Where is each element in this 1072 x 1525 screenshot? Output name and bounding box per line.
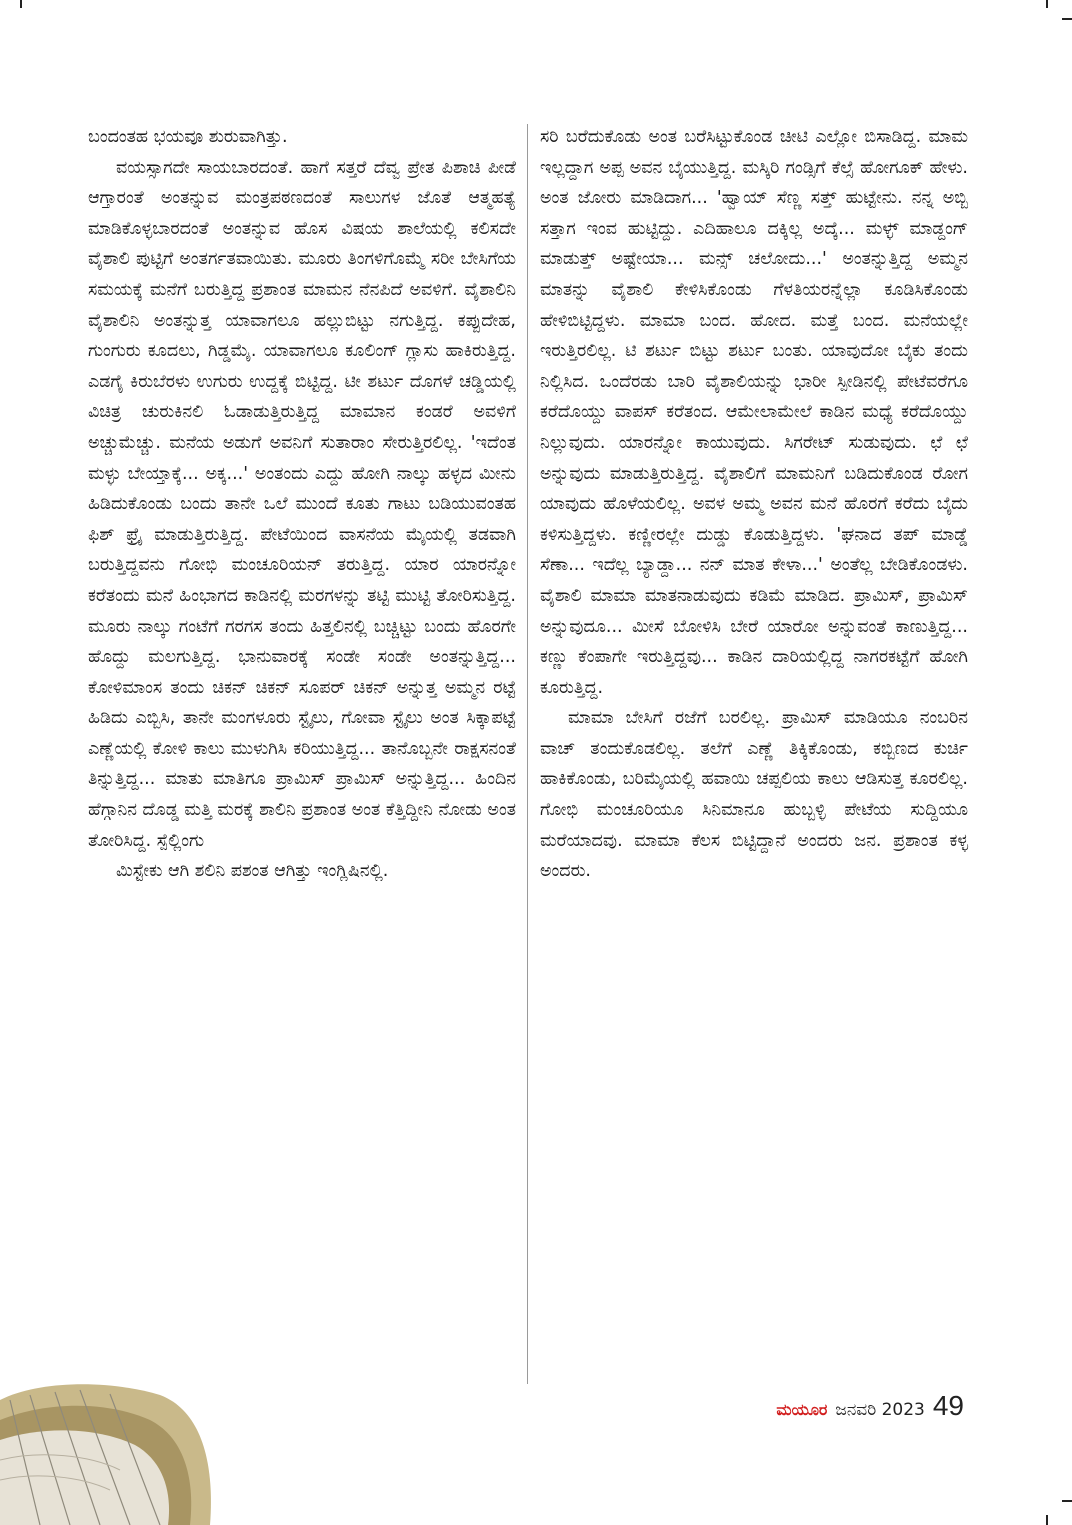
magazine-name: ಮಯೂರ — [776, 1400, 828, 1419]
column-divider — [527, 124, 528, 1384]
paragraph: ಬಂದಂತಹ ಭಯವೂ ಶುರುವಾಗಿತ್ತು. — [88, 127, 288, 147]
crop-mark-top-left — [20, 0, 22, 8]
page-footer — [776, 1390, 964, 1430]
page-number: 49 — [932, 1390, 964, 1421]
crop-mark-top-right — [1046, 0, 1048, 8]
paragraph: ಸರಿ ಬರೆದುಕೊಡು ಅಂತ ಬರೆಸಿಟ್ಟುಕೊಂಡ ಚೀಟಿ ಎಲ್ಲೋ ಬಿಸಾಡಿದ್ದ. ಮಾಮ ಇಲ್ಲದ್ದಾಗ ಅಪ್ಪ ಅವನ ಬೈಯುತ್ತಿದ್ದ. ಮಸ್ಕಿರಿ ಗಂಡ್ಸಿಗೆ ಕೆಲ್ಸೆ ಹೋಗೂಕ್ ಹೇಳು. ಅಂತ ಜೋರು ಮಾಡಿದಾಗ... 'ಹ್ವಾಯ್ ಸೆಣ್ಣ ಸತ್ತ್ ಹುಟ್ಟೇನು. ನನ್ನ ಅಬ್ಬಿ ಸತ್ತಾಗ ಇಂವ ಹುಟ್ಟಿದ್ದು. ಎದಿಹಾಲೂ ದಕ್ಕಿಲ್ಲ ಅದ್ಕೆ... ಮಳ್ಳ್ ಮಾಡ್ದಂಗ್ ಮಾಡುತ್ತ್ ಅಷ್ಟೇಯಾ... ಮನ್ಸ್ ಚಲೋದು...' ಅಂತನ್ನುತ್ತಿದ್ದ ಅಮ್ಮನ ಮಾತನ್ನು ವೈಶಾಲಿ ಕೇಳಿಸಿಕೊಂಡು ಗೆಳತಿಯರನ್ನೆಲ್ಲಾ ಕೂಡಿಸಿಕೊಂಡು ಹೇಳಿಬಿಟ್ಟಿದ್ದಳು. ಮಾಮಾ ಬಂದ. ಹೋದ. ಮತ್ತೆ ಬಂದ. ಮನೆಯಲ್ಲೇ ಇರುತ್ತಿರಲಿಲ್ಲ. ಟಿ ಶರ್ಟು ಬಿಟ್ಟು ಶರ್ಟು ಬಂತು. ಯಾವುದೋ ಬೈಕು ತಂದು ನಿಲ್ಲಿಸಿದ. ಒಂದೆರಡು ಬಾರಿ ವೈಶಾಲಿಯನ್ನು ಭಾರೀ ಸ್ಪೀಡಿನಲ್ಲಿ ಪೇಟೆವರೆಗೂ ಕರೆದೊಯ್ದು ವಾಪಸ್ ಕರೆತಂದ. ಆಮೇಲಾಮೇಲೆ ಕಾಡಿನ ಮಧ್ಯೆ ಕರೆದೊಯ್ದು ನಿಲ್ಲುವುದು. ಯಾರನ್ನೋ ಕಾಯುವುದು. ಸಿಗರೇಟ್ ಸುಡುವುದು. ಛೆ ಛೆ ಅನ್ನುವುದು ಮಾಡುತ್ತಿರುತ್ತಿದ್ದ. ವೈಶಾಲಿಗೆ ಮಾಮನಿಗೆ ಬಡಿದುಕೊಂಡ ರೋಗ ಯಾವುದು ಹೊಳೆಯಲಿಲ್ಲ. ಅವಳ ಅಮ್ಮ ಅವನ ಮನೆ ಹೊರಗೆ ಕರೆದು ಬೈದು ಕಳಿಸುತ್ತಿದ್ದಳು. ಕಣ್ಣೀರಲ್ಲೇ ದುಡ್ಡು ಕೊಡುತ್ತಿದ್ದಳು. 'ಘನಾದ ತಪ್ ಮಾಡ್ಡೆ ಸೆಣಾ... ಇದೆಲ್ಲ ಬ್ಯಾಡ್ದಾ... ನನ್ ಮಾತ ಕೇಳಾ...' ಅಂತೆಲ್ಲ ಬೇಡಿಕೊಂಡಳು. ವೈಶಾಲಿ ಮಾಮಾ ಮಾತನಾಡುವುದು ಕಡಿಮೆ ಮಾಡಿದ. ಪ್ರಾಮಿಸ್, ಪ್ರಾಮಿಸ್ ಅನ್ನುವುದೂ... ಮೀಸೆ ಬೋಳಿಸಿ ಬೇರೆ ಯಾರೋ ಅನ್ನುವಂತೆ ಕಾಣುತ್ತಿದ್ದ... ಕಣ್ಣು ಕೆಂಪಾಗೇ ಇರುತ್ತಿದ್ದವು... ಕಾಡಿನ ದಾರಿಯಲ್ಲಿದ್ದ ನಾಗರಕಟ್ಟೆಗೆ ಹೋಗಿ ಕೂರುತ್ತಿದ್ದ. — [540, 127, 968, 698]
issue-date: ಜನವರಿ 2023 — [835, 1400, 925, 1420]
crop-mark-bottom-right — [1062, 1500, 1072, 1502]
crop-mark-bottom-right-v — [1046, 1515, 1048, 1525]
paragraph: ಮಾಮಾ ಬೇಸಿಗೆ ರಜೆಗೆ ಬರಲಿಲ್ಲ. ಪ್ರಾಮಿಸ್ ಮಾಡಿಯೂ ನಂಬರಿನ ವಾಚ್ ತಂದುಕೊಡಲಿಲ್ಲ. ತಲೆಗೆ ಎಣ್ಣೆ ತಿಕ್ಕಿಕೊಂಡು, ಕಬ್ಬಿಣದ ಕುರ್ಚಿ ಹಾಕಿಕೊಂಡು, ಬರಿಮೈಯಲ್ಲಿ ಹವಾಯಿ ಚಪ್ಪಲಿಯ ಕಾಲು ಆಡಿಸುತ್ತ ಕೂರಲಿಲ್ಲ. ಗೋಭಿ ಮಂಚೂರಿಯೂ ಸಿನಿಮಾನೂ ಹುಬ್ಬಳ್ಳಿ ಪೇಟೆಯ ಸುದ್ದಿಯೂ ಮರೆಯಾದವು. ಮಾಮಾ ಕೆಲಸ ಬಿಟ್ಟಿದ್ದಾನೆ ಅಂದರು ಜನ. ಪ್ರಶಾಂತ ಕಳ್ಳ ಅಂದರು. — [540, 708, 968, 882]
paragraph: ಮಿಸ್ಟೇಕು ಆಗಿ ಶಲಿನಿ ಪಶಂತ ಆಗಿತ್ತು ಇಂಗ್ಲಿಷಿನಲ್ಲಿ. — [116, 861, 389, 882]
decorative-illustration — [0, 1380, 240, 1525]
crop-mark-right — [1062, 18, 1072, 20]
paragraph: ವಯಸ್ಸಾಗದೇ ಸಾಯಬಾರದಂತೆ. ಹಾಗೆ ಸತ್ತರೆ ದೆವ್ವ ಪ್ರೇತ ಪಿಶಾಚಿ ಪೀಡೆ ಆಗ್ತಾರಂತೆ ಅಂತನ್ನುವ ಮಂತ್ರಪಠಣದಂತೆ ಸಾಲುಗಳ ಜೊತೆ ಆತ್ಮಹತ್ಯೆ ಮಾಡಿಕೊಳ್ಳಬಾರದಂತೆ ಅಂತನ್ನುವ ಹೊಸ ವಿಷಯ ಶಾಲೆಯಲ್ಲಿ ಕಲಿಸದೇ ವೈಶಾಲಿ ಪುಟ್ಟಿಗೆ ಅಂತರ್ಗತವಾಯಿತು. ಮೂರು ತಿಂಗಳಿಗೊಮ್ಮೆ ಸರೀ ಬೇಸಿಗೆಯ ಸಮಯಕ್ಕೆ ಮನೆಗೆ ಬರುತ್ತಿದ್ದ ಪ್ರಶಾಂತ ಮಾಮನ ನೆನಪಿದೆ ಅವಳಿಗೆ. ವೈಶಾಲಿನಿ ವೈಶಾಲಿನಿ ಅಂತನ್ನುತ್ತ ಯಾವಾಗಲೂ ಹಲ್ಲುಬಿಟ್ಟು ನಗುತ್ತಿದ್ದ. ಕಪ್ಪುದೇಹ, ಗುಂಗುರು ಕೂದಲು, ಗಿಡ್ಡಮೈ. ಯಾವಾಗಲೂ ಕೂಲಿಂಗ್ ಗ್ಲಾಸು ಹಾಕಿರುತ್ತಿದ್ದ. ಎಡಗೈ ಕಿರುಬೆರಳು ಉಗುರು ಉದ್ದಕ್ಕೆ ಬಿಟ್ಟಿದ್ದ. ಟೀ ಶರ್ಟು ದೊಗಳೆ ಚಡ್ಡಿಯಲ್ಲಿ ವಿಚಿತ್ರ ಚುರುಕಿನಲಿ ಓಡಾಡುತ್ತಿರುತ್ತಿದ್ದ ಮಾಮಾನ ಕಂಡರೆ ಅವಳಿಗೆ ಅಚ್ಚುಮೆಚ್ಚು. ಮನೆಯ ಅಡುಗೆ ಅವನಿಗೆ ಸುತಾರಾಂ ಸೇರುತ್ತಿರಲಿಲ್ಲ. 'ಇದೆಂತ ಮಳ್ಳು ಬೇಯ್ತಾಕ್ಕೆ... ಅಕ್ಕ...' ಅಂತಂದು ಎದ್ದು ಹೋಗಿ ನಾಲ್ಕು ಹಳ್ಳದ ಮೀನು ಹಿಡಿದುಕೊಂಡು ಬಂದು ತಾನೇ ಒಲೆ ಮುಂದೆ ಕೂತು ಗಾಟು ಬಡಿಯುವಂತಹ ಫಿಶ್ ಫ್ರೈ ಮಾಡುತ್ತಿರುತ್ತಿದ್ದ. ಪೇಟೆಯಿಂದ ವಾಸನೆಯ ಮೈಯಲ್ಲಿ ತಡವಾಗಿ ಬರುತ್ತಿದ್ದವನು ಗೋಭಿ ಮಂಚೂರಿಯನ್ ತರುತ್ತಿದ್ದ. ಯಾರ ಯಾರನ್ನೋ ಕರೆತಂದು ಮನೆ ಹಿಂಭಾಗದ ಕಾಡಿನಲ್ಲಿ ಮರಗಳನ್ನು ತಟ್ಟಿ ಮುಟ್ಟಿ ತೋರಿಸುತ್ತಿದ್ದ. ಮೂರು ನಾಲ್ಕು ಗಂಟೆಗೆ ಗರಗಸ ತಂದು ಹಿತ್ತಲಿನಲ್ಲಿ ಬಚ್ಚಿಟ್ಟು ಬಂದು ಹೊರಗೇ ಹೊದ್ದು ಮಲಗುತ್ತಿದ್ದ. ಭಾನುವಾರಕ್ಕೆ ಸಂಡೇ ಸಂಡೇ ಅಂತನ್ನುತ್ತಿದ್ದ... ಕೋಳಿಮಾಂಸ ತಂದು ಚಿಕನ್ ಚಿಕನ್ ಸೂಪರ್ ಚಿಕನ್ ಅನ್ನುತ್ತ ಅಮ್ಮನ ರಟ್ಟೆ ಹಿಡಿದು ಎಬ್ಬಿಸಿ, ತಾನೇ ಮಂಗಳೂರು ಸ್ಟೈಲು, ಗೋವಾ ಸ್ಟೈಲು ಅಂತ ಸಿಕ್ಕಾಪಟ್ಟೆ ಎಣ್ಣೆಯಲ್ಲಿ ಕೋಳಿ ಕಾಲು ಮುಳುಗಿಸಿ ಕರಿಯುತ್ತಿದ್ದ... ತಾನೊಬ್ಬನೇ ರಾಕ್ಷಸನಂತೆ ತಿನ್ನುತ್ತಿದ್ದ... ಮಾತು ಮಾತಿಗೂ ಪ್ರಾಮಿಸ್ ಪ್ರಾಮಿಸ್ ಅನ್ನುತ್ತಿದ್ದ... ಹಿಂದಿನ ಹೆಗ್ಗಾನಿನ ದೊಡ್ಡ ಮತ್ತಿ ಮರಕ್ಕೆ ಶಾಲಿನಿ ಪ್ರಶಾಂತ ಅಂತ ಕೆತ್ತಿದ್ದೀನಿ ನೋಡು ಅಂತ ತೋರಿಸಿದ್ದ. ಸ್ಪೆಲ್ಲಿಂಗು — [88, 157, 516, 851]
article-column-right — [540, 122, 968, 887]
article-column-left — [88, 122, 516, 887]
